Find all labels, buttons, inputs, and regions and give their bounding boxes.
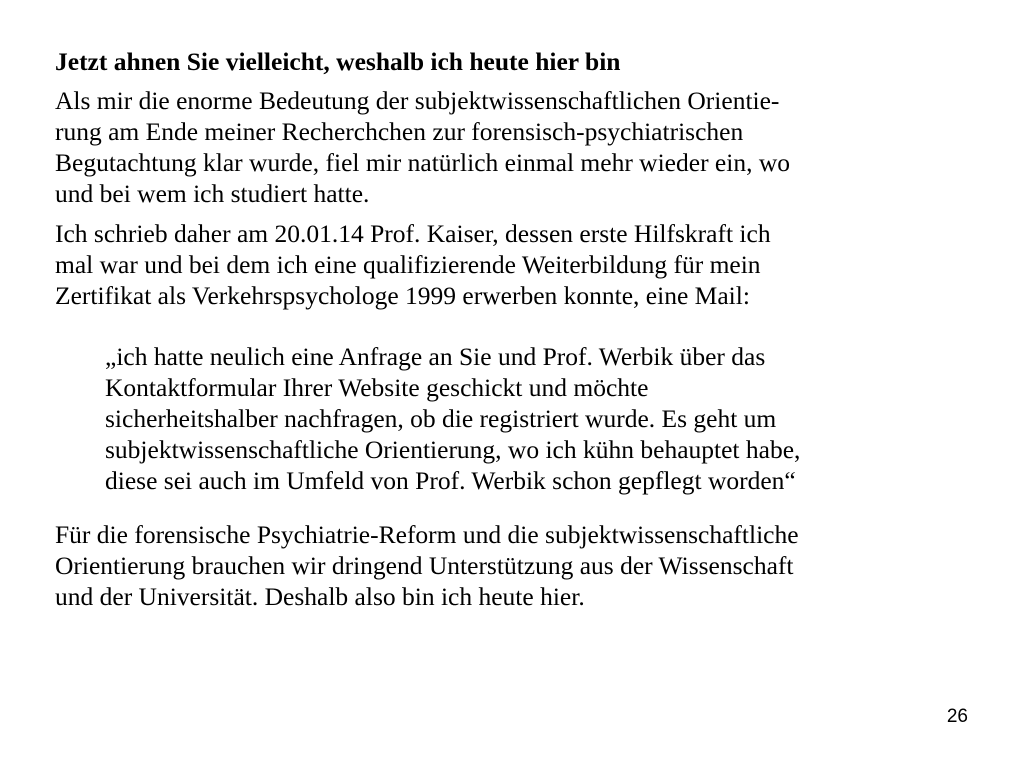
paragraph-line: Begutachtung klar wurde, fiel mir natürlich einmal mehr wieder ein, wo (55, 148, 791, 177)
paragraph-line: Orientierung brauchen wir dringend Unterstützung aus der Wissenschaft (55, 551, 794, 580)
page-number: 26 (946, 706, 968, 727)
paragraph-line: und der Universität. Deshalb also bin ich heute hier. (55, 582, 585, 611)
paragraph-line: Ich schrieb daher am 20.01.14 Prof. Kaiser, dessen erste Hilfskraft ich (55, 219, 771, 248)
quote-line: subjektwissenschaftliche Orientierung, wo ich kühn behauptet habe, (105, 435, 801, 464)
quote-line: diese sei auch im Umfeld von Prof. Werbik schon gepflegt worden“ (105, 466, 796, 495)
paragraph-mail-intro (55, 218, 975, 311)
slide-heading: Jetzt ahnen Sie vielleicht, weshalb ich heute hier bin (55, 47, 621, 76)
paragraph-line: Für die forensische Psychiatrie-Reform und die subjektwissenschaftliche (55, 520, 799, 549)
slide-content (55, 46, 975, 612)
paragraph-line: Zertifikat als Verkehrspsychologe 1999 erwerben konnte, eine Mail: (55, 281, 750, 310)
mail-quote (105, 341, 975, 496)
quote-line: „ich hatte neulich eine Anfrage an Sie und Prof. Werbik über das (105, 342, 766, 371)
paragraph-conclusion (55, 519, 975, 612)
quote-line: sicherheitshalber nachfragen, ob die registriert wurde. Es geht um (105, 404, 777, 433)
paragraph-line: Als mir die enorme Bedeutung der subjektwissenschaftlichen Orientie- (55, 86, 780, 115)
paragraph-line: rung am Ende meiner Recherchchen zur forensisch-psychiatrischen (55, 117, 744, 146)
quote-line: Kontaktformular Ihrer Website geschickt und möchte (105, 373, 649, 402)
paragraph-research (55, 85, 975, 209)
paragraph-line: mal war und bei dem ich eine qualifizierende Weiterbildung für mein (55, 250, 761, 279)
paragraph-line: und bei wem ich studiert hatte. (55, 179, 370, 208)
